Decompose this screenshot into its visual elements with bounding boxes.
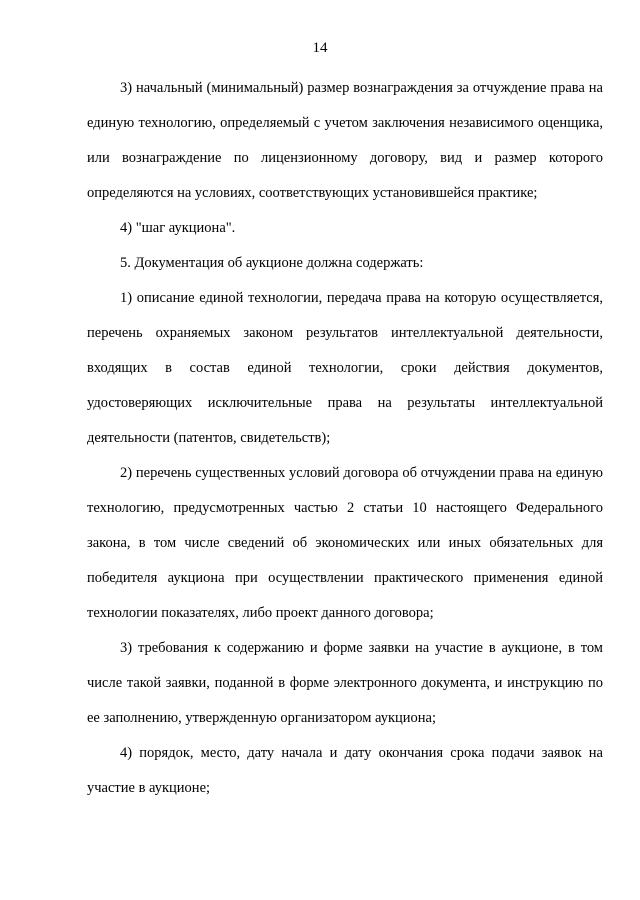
document-body (87, 71, 603, 806)
page-number: 14 (312, 40, 328, 56)
paragraph-item-3-application-requirements: 3) требования к содержанию и форме заявки на участие в аукционе, в том числе такой заявки, поданной в форме электронного документа, и инструкцию по ее заполнению, утвержденную организатором аукциона; (87, 640, 603, 726)
paragraph-item-4-application-procedure: 4) порядок, место, дату начала и дату окончания срока подачи заявок на участие в аукционе; (87, 745, 603, 796)
paragraph-item-2-contract-terms: 2) перечень существенных условий договора об отчуждении права на единую технологию, предусмотренных частью 2 статьи 10 настоящего Федерального закона, в том числе сведений об экономических или иных обязательных для победителя аукциона при осуществлении практического применения единой технологии показателях, либо проект данного договора; (87, 465, 603, 621)
paragraph-item-1-technology-description: 1) описание единой технологии, передача права на которую осуществляется, перечень охраняемых законом результатов интеллектуальной деятельности, входящих в состав единой технологии, сроки действия документов, удостоверяющих исключительные права на результаты интеллектуальной деятельности (патентов, свидетельств); (87, 290, 603, 446)
paragraph-section-5-documentation: 5. Документация об аукционе должна содержать: (120, 255, 424, 271)
paragraph-item-3-initial-remuneration: 3) начальный (минимальный) размер вознаграждения за отчуждение права на единую технологию, определяемый с учетом заключения независимого оценщика, или вознаграждение по лицензионному договору, вид и размер которого определяются на условиях, соответствующих установившейся практике; (87, 80, 603, 201)
paragraph-item-4-auction-step: 4) "шаг аукциона". (120, 220, 236, 236)
